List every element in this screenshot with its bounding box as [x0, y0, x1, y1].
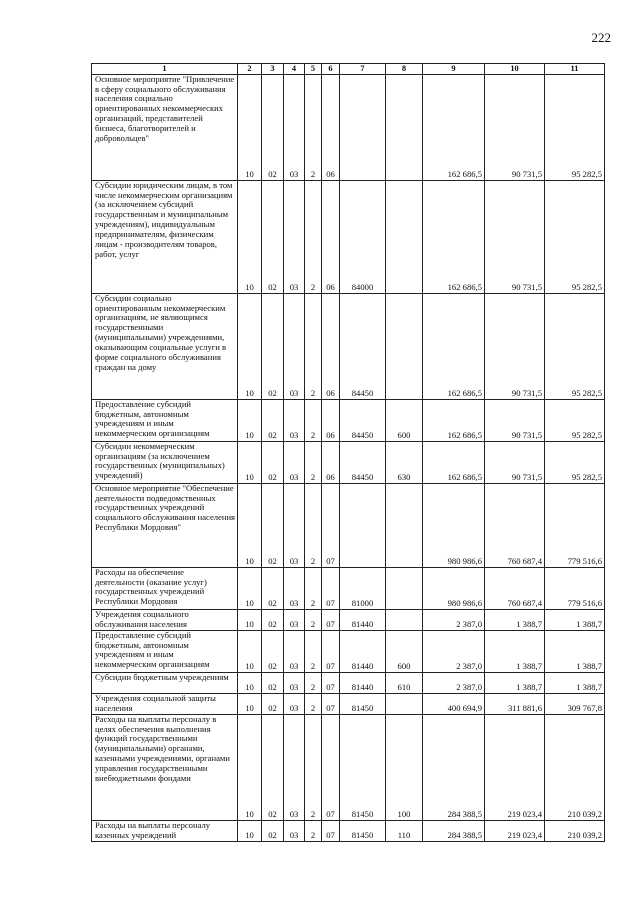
col-2-cell: 10 [238, 180, 262, 293]
col-9-amount: 400 694,9 [423, 693, 485, 714]
table-row [92, 441, 605, 483]
col-7-cell: 84450 [340, 441, 386, 483]
column-header: 2 [238, 64, 262, 75]
col-11-amount: 95 282,5 [545, 441, 605, 483]
row-name: Расходы на обеспечение деятельности (оказание услуг) государственных учреждений Республики Мордовия [92, 567, 238, 609]
col-5-cell: 2 [305, 293, 322, 399]
col-6-cell: 07 [322, 609, 340, 630]
table-header-row [92, 64, 605, 75]
col-9-amount: 284 388,5 [423, 820, 485, 841]
col-7-cell: 81440 [340, 630, 386, 672]
col-3-cell: 02 [262, 180, 284, 293]
col-10-amount: 311 881,6 [485, 693, 545, 714]
table-row [92, 74, 605, 180]
column-header: 4 [284, 64, 305, 75]
column-header: 7 [340, 64, 386, 75]
col-3-cell: 02 [262, 693, 284, 714]
col-2-cell: 10 [238, 441, 262, 483]
col-11-amount: 1 388,7 [545, 609, 605, 630]
col-8-cell: 110 [386, 820, 423, 841]
col-6-cell: 07 [322, 672, 340, 693]
col-7-cell: 81450 [340, 693, 386, 714]
col-3-cell: 02 [262, 483, 284, 567]
col-3-cell: 02 [262, 441, 284, 483]
col-6-cell: 06 [322, 293, 340, 399]
col-7-cell: 81000 [340, 567, 386, 609]
col-2-cell: 10 [238, 630, 262, 672]
col-2-cell: 10 [238, 293, 262, 399]
col-3-cell: 02 [262, 567, 284, 609]
col-4-cell: 03 [284, 714, 305, 820]
col-9-amount: 162 686,5 [423, 399, 485, 441]
col-4-cell: 03 [284, 441, 305, 483]
col-7-cell: 84000 [340, 180, 386, 293]
col-2-cell: 10 [238, 483, 262, 567]
col-3-cell: 02 [262, 399, 284, 441]
col-2-cell: 10 [238, 693, 262, 714]
col-10-amount: 219 023,4 [485, 714, 545, 820]
col-6-cell: 07 [322, 820, 340, 841]
col-3-cell: 02 [262, 630, 284, 672]
table-row [92, 180, 605, 293]
col-5-cell: 2 [305, 483, 322, 567]
col-4-cell: 03 [284, 483, 305, 567]
col-11-amount: 309 767,8 [545, 693, 605, 714]
col-8-cell [386, 483, 423, 567]
column-header: 9 [423, 64, 485, 75]
column-header: 3 [262, 64, 284, 75]
col-7-cell: 81450 [340, 820, 386, 841]
col-4-cell: 03 [284, 609, 305, 630]
col-5-cell: 2 [305, 672, 322, 693]
col-10-amount: 90 731,5 [485, 399, 545, 441]
col-8-cell [386, 293, 423, 399]
column-header: 11 [545, 64, 605, 75]
col-11-amount: 210 039,2 [545, 820, 605, 841]
col-2-cell: 10 [238, 567, 262, 609]
col-10-amount: 760 687,4 [485, 567, 545, 609]
col-8-cell: 600 [386, 630, 423, 672]
col-10-amount: 219 023,4 [485, 820, 545, 841]
table-row [92, 672, 605, 693]
col-10-amount: 1 388,7 [485, 609, 545, 630]
table-row [92, 567, 605, 609]
row-name: Учреждения социальной защиты населения [92, 693, 238, 714]
row-name: Основное мероприятие "Привлечение в сферу социального обслуживания населения социально ориентированных некоммерческих организаций, представителей бизнеса, благотворителей и добровольцев" [92, 74, 238, 180]
row-name: Основное мероприятие "Обеспечение деятельности подведомственных государственных учреждений социального обслуживания населения Республики Мордовия" [92, 483, 238, 567]
col-3-cell: 02 [262, 672, 284, 693]
col-7-cell [340, 483, 386, 567]
col-4-cell: 03 [284, 74, 305, 180]
column-header: 8 [386, 64, 423, 75]
col-5-cell: 2 [305, 693, 322, 714]
col-6-cell: 07 [322, 714, 340, 820]
col-2-cell: 10 [238, 609, 262, 630]
col-11-amount: 95 282,5 [545, 180, 605, 293]
col-11-amount: 1 388,7 [545, 630, 605, 672]
col-4-cell: 03 [284, 820, 305, 841]
col-9-amount: 162 686,5 [423, 74, 485, 180]
col-6-cell: 06 [322, 74, 340, 180]
row-name: Субсидии бюджетным учреждениям [92, 672, 238, 693]
col-7-cell: 84450 [340, 293, 386, 399]
col-10-amount: 760 687,4 [485, 483, 545, 567]
col-5-cell: 2 [305, 567, 322, 609]
col-6-cell: 06 [322, 441, 340, 483]
row-name: Учреждения социального обслуживания населения [92, 609, 238, 630]
table-row [92, 293, 605, 399]
col-5-cell: 2 [305, 441, 322, 483]
col-5-cell: 2 [305, 609, 322, 630]
col-4-cell: 03 [284, 672, 305, 693]
row-name: Предоставление субсидий бюджетным, автономным учреждениям и иным некоммерческим организациям [92, 630, 238, 672]
col-9-amount: 980 986,6 [423, 567, 485, 609]
col-11-amount: 779 516,6 [545, 483, 605, 567]
col-6-cell: 06 [322, 180, 340, 293]
col-8-cell [386, 567, 423, 609]
column-header: 1 [92, 64, 238, 75]
col-3-cell: 02 [262, 820, 284, 841]
row-name: Субсидии юридическим лицам, в том числе некоммерческим организациям (за исключением субсидий государственным и муниципальным учреждениям), индивидуальным предпринимателям, физическим лицам - производителям товаров, работ, услуг [92, 180, 238, 293]
col-9-amount: 284 388,5 [423, 714, 485, 820]
table-row [92, 820, 605, 841]
col-10-amount: 90 731,5 [485, 293, 545, 399]
table-row [92, 630, 605, 672]
col-11-amount: 95 282,5 [545, 293, 605, 399]
col-9-amount: 2 387,0 [423, 609, 485, 630]
col-10-amount: 1 388,7 [485, 672, 545, 693]
col-7-cell: 81440 [340, 609, 386, 630]
col-5-cell: 2 [305, 820, 322, 841]
budget-table [91, 63, 605, 842]
col-5-cell: 2 [305, 180, 322, 293]
col-9-amount: 2 387,0 [423, 630, 485, 672]
col-11-amount: 210 039,2 [545, 714, 605, 820]
col-9-amount: 162 686,5 [423, 441, 485, 483]
col-11-amount: 1 388,7 [545, 672, 605, 693]
col-8-cell [386, 609, 423, 630]
col-6-cell: 07 [322, 630, 340, 672]
table-row [92, 483, 605, 567]
table-row [92, 609, 605, 630]
row-name: Расходы на выплаты персоналу казенных учреждений [92, 820, 238, 841]
col-2-cell: 10 [238, 74, 262, 180]
page-number: 222 [591, 30, 611, 45]
row-name: Субсидии социально ориентированным некоммерческим организациям, не являющимся государственными (муниципальными) учреждениями, оказывающим социальные услуги в форме социального обслуживания граждан на дому [92, 293, 238, 399]
col-10-amount: 90 731,5 [485, 441, 545, 483]
col-8-cell: 630 [386, 441, 423, 483]
col-4-cell: 03 [284, 693, 305, 714]
col-9-amount: 162 686,5 [423, 180, 485, 293]
col-11-amount: 95 282,5 [545, 74, 605, 180]
col-9-amount: 980 986,6 [423, 483, 485, 567]
col-5-cell: 2 [305, 630, 322, 672]
col-6-cell: 07 [322, 567, 340, 609]
col-8-cell [386, 180, 423, 293]
col-2-cell: 10 [238, 714, 262, 820]
col-11-amount: 95 282,5 [545, 399, 605, 441]
col-4-cell: 03 [284, 180, 305, 293]
table-row [92, 399, 605, 441]
col-6-cell: 06 [322, 399, 340, 441]
col-4-cell: 03 [284, 293, 305, 399]
col-4-cell: 03 [284, 630, 305, 672]
col-7-cell: 81440 [340, 672, 386, 693]
col-2-cell: 10 [238, 820, 262, 841]
col-5-cell: 2 [305, 714, 322, 820]
column-header: 6 [322, 64, 340, 75]
col-4-cell: 03 [284, 399, 305, 441]
row-name: Предоставление субсидий бюджетным, автономным учреждениям и иным некоммерческим организациям [92, 399, 238, 441]
col-6-cell: 07 [322, 483, 340, 567]
col-3-cell: 02 [262, 74, 284, 180]
col-4-cell: 03 [284, 567, 305, 609]
col-3-cell: 02 [262, 293, 284, 399]
col-3-cell: 02 [262, 609, 284, 630]
col-8-cell [386, 74, 423, 180]
col-9-amount: 2 387,0 [423, 672, 485, 693]
col-7-cell [340, 74, 386, 180]
col-8-cell: 100 [386, 714, 423, 820]
col-10-amount: 90 731,5 [485, 180, 545, 293]
table-row [92, 714, 605, 820]
col-3-cell: 02 [262, 714, 284, 820]
row-name: Расходы на выплаты персоналу в целях обеспечения выполнения функций государственными (муниципальными) органами, казенными учреждениями, органами управления государственными внебюджетными фондами [92, 714, 238, 820]
col-2-cell: 10 [238, 399, 262, 441]
col-5-cell: 2 [305, 399, 322, 441]
col-10-amount: 1 388,7 [485, 630, 545, 672]
column-header: 5 [305, 64, 322, 75]
col-8-cell: 600 [386, 399, 423, 441]
table-row [92, 693, 605, 714]
column-header: 10 [485, 64, 545, 75]
row-name: Субсидии некоммерческим организациям (за исключением государственных (муниципальных) учреждений) [92, 441, 238, 483]
col-10-amount: 90 731,5 [485, 74, 545, 180]
col-9-amount: 162 686,5 [423, 293, 485, 399]
col-5-cell: 2 [305, 74, 322, 180]
col-2-cell: 10 [238, 672, 262, 693]
col-7-cell: 81450 [340, 714, 386, 820]
col-8-cell: 610 [386, 672, 423, 693]
col-8-cell [386, 693, 423, 714]
col-6-cell: 07 [322, 693, 340, 714]
col-11-amount: 779 516,6 [545, 567, 605, 609]
col-7-cell: 84450 [340, 399, 386, 441]
